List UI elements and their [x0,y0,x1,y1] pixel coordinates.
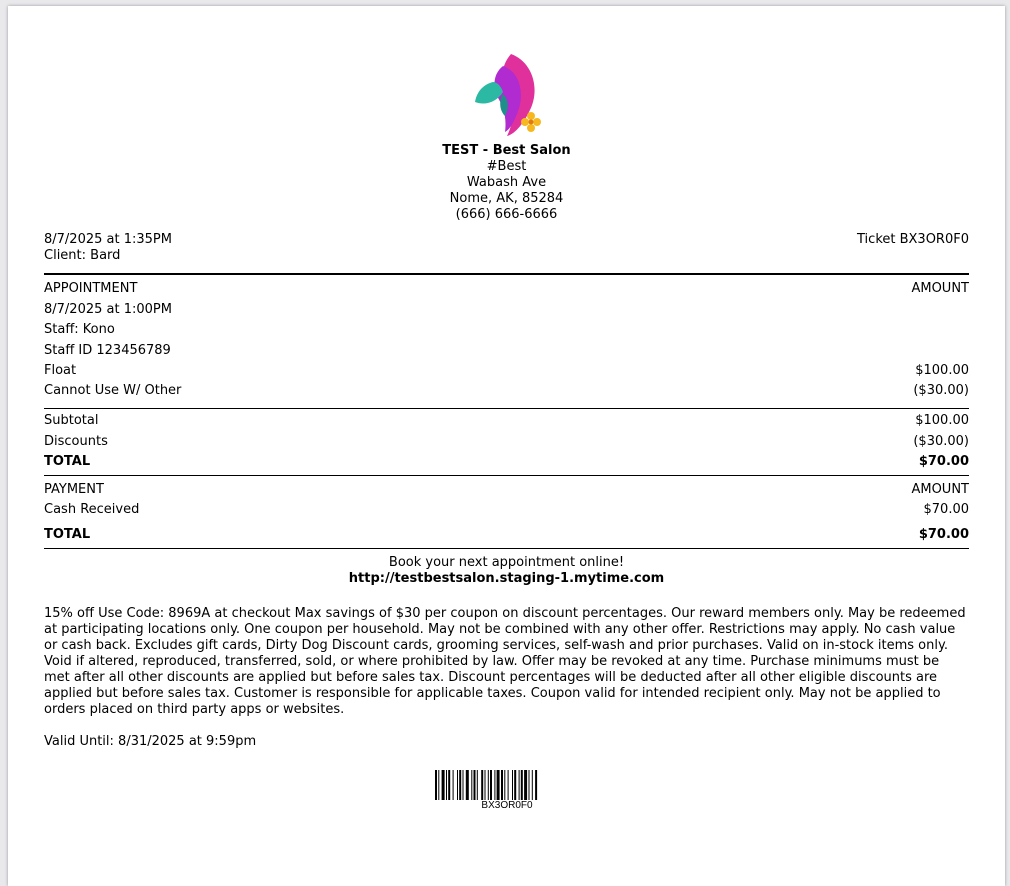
appointment-header: APPOINTMENT [44,281,138,296]
line-item [44,363,969,378]
subtotal-label: Subtotal [44,413,99,428]
coupon-text: 15% off Use Code: 8969A at checkout Max savings of $30 per coupon on discount percentages. Our reward members only. May be redeemed at participating locations only. One coupon per household. May not be combined with any other offer. Restrictions may apply. No cash value or cash back. Excludes gift cards, Dirty Dog Discount cards, grooming services, self-wash and prior purchases. Valid on in-stock items only. Void if altered, reproduced, transferred, sold, or where prohibited by law. Offer may be revoked at any time. Purchase minimums must be met after all other discounts are applied but before sales tax. Discount percentages will be deducted after all other eligible discounts are applied but before sales tax. Customer is responsible for applicable taxes. Coupon valid for intended recipient only. May not be applied to orders placed on third party apps or websites. [44,606,966,717]
coupon-valid-until: Valid Until: 8/31/2025 at 9:59pm [44,734,257,749]
subtotal-amount: $100.00 [915,413,969,428]
divider [44,548,969,549]
ticket-number: Ticket BX3OR0F0 [857,232,969,247]
discounts-row [44,434,969,449]
booking-prompt: Book your next appointment online! [388,555,625,570]
appointment-datetime: 8/7/2025 at 1:00PM [44,302,172,317]
salon-city: Nome, AK, 85284 [449,191,564,206]
appointment-staff: Staff: Kono [44,322,115,337]
payment-amount-header: AMOUNT [911,482,969,497]
discounts-label: Discounts [44,434,108,449]
total-label: TOTAL [44,454,91,469]
appointment-header-row [44,281,969,296]
ticket-client: Client: Bard [44,248,121,263]
amount-header: AMOUNT [911,281,969,296]
payment-amount: $70.00 [923,502,969,517]
line-item-amount: $100.00 [915,363,969,378]
salon-name: TEST - Best Salon [442,143,571,158]
line-item [44,383,969,398]
ticket-datetime: 8/7/2025 at 1:35PM [44,232,172,247]
payment-row [44,502,969,517]
subtotal-row [44,413,969,428]
payment-method: Cash Received [44,502,140,517]
discounts-amount: ($30.00) [913,434,969,449]
salon-header [44,143,969,223]
line-item-label: Cannot Use W/ Other [44,383,182,398]
line-item-label: Float [44,363,77,378]
barcode-label: BX3OR0F0 [481,800,533,811]
payment-header-row [44,482,969,497]
salon-logo [463,50,549,138]
booking-url[interactable]: http://testbestsalon.staging-1.mytime.com [348,571,665,586]
payment-total-row [44,527,969,542]
payment-total-amount: $70.00 [918,527,969,542]
salon-tag: #Best [486,159,527,174]
receipt-page [8,6,1005,886]
total-amount: $70.00 [918,454,969,469]
payment-header: PAYMENT [44,482,104,497]
ticket-info-row [44,232,969,264]
salon-phone: (666) 666-6666 [455,207,558,222]
line-item-amount: ($30.00) [913,383,969,398]
total-row [44,454,969,469]
barcode [435,770,579,800]
salon-street: Wabash Ave [466,175,547,190]
appointment-staff-id: Staff ID 123456789 [44,343,171,358]
divider [44,273,969,275]
payment-total-label: TOTAL [44,527,91,542]
divider [44,475,969,476]
divider [44,408,969,409]
